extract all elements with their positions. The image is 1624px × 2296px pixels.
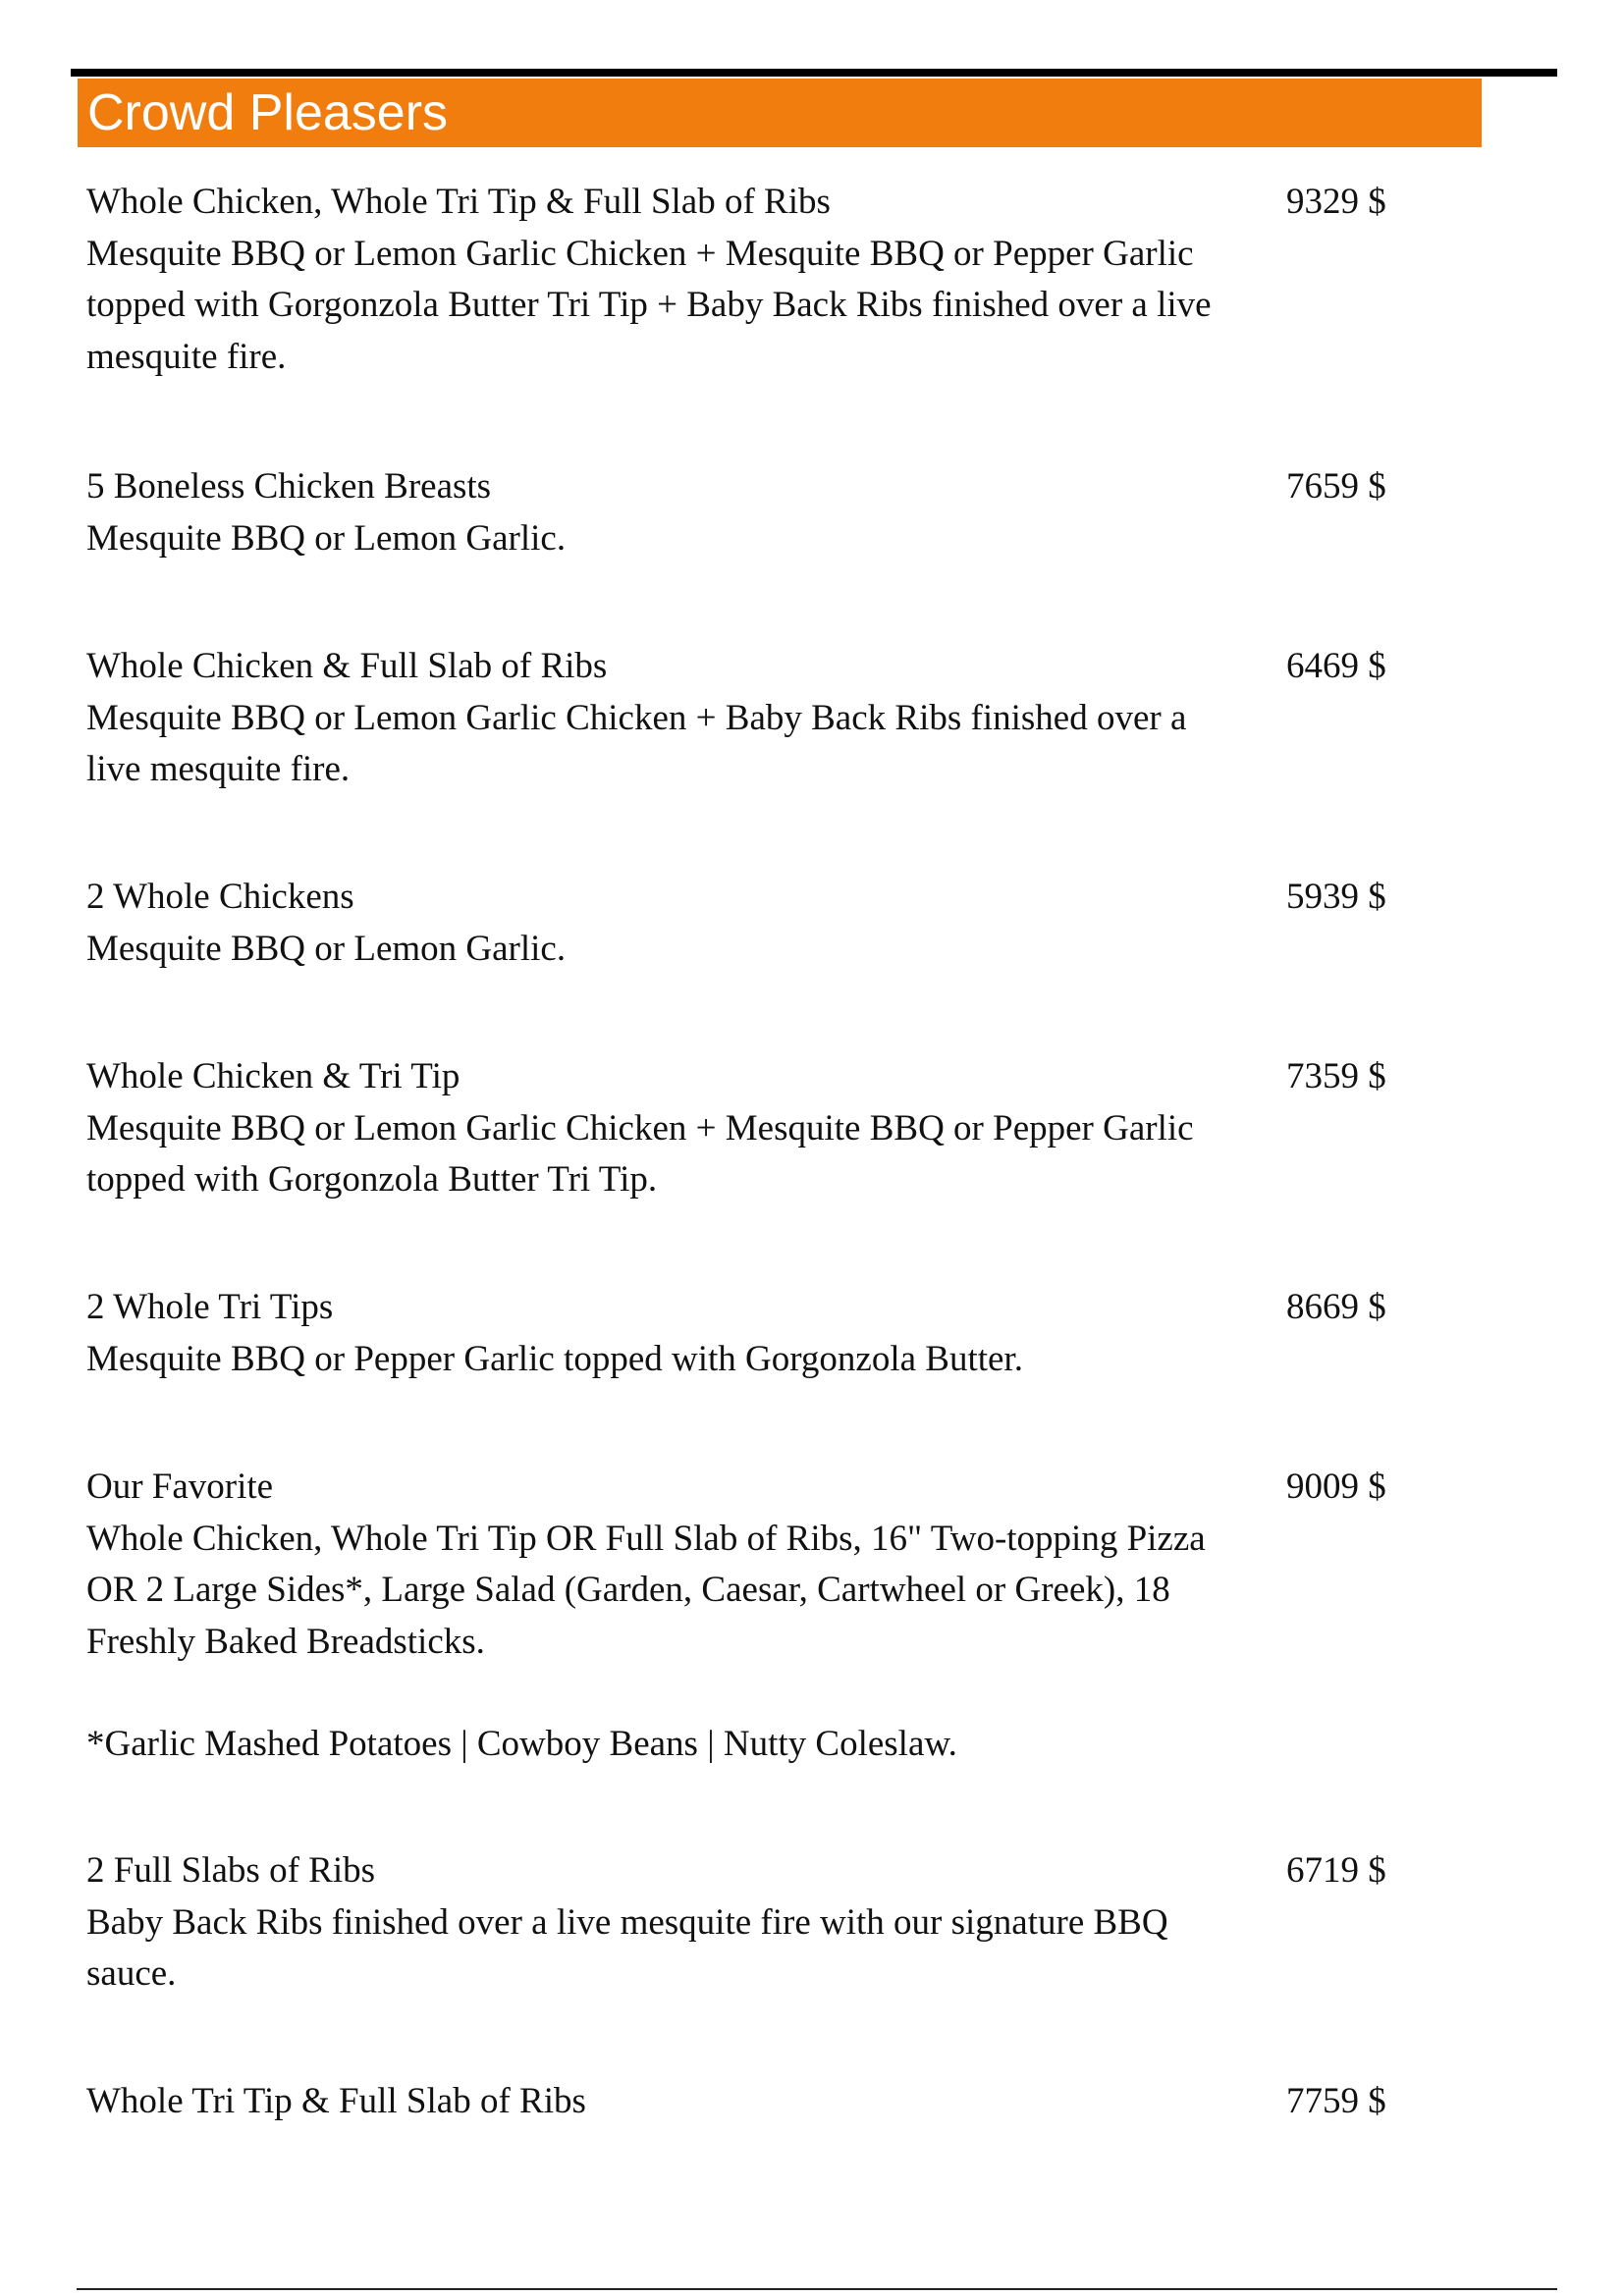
menu-item-price: 9009 $ bbox=[1286, 1467, 1386, 1507]
bottom-divider bbox=[77, 2288, 1557, 2290]
menu-item-name: 2 Whole Tri Tips bbox=[86, 1287, 334, 1327]
menu-item bbox=[86, 1845, 1412, 2001]
menu-item bbox=[86, 641, 1412, 796]
top-divider bbox=[71, 69, 1557, 77]
menu-item-price: 7759 $ bbox=[1286, 2081, 1386, 2121]
menu-item-name: 5 Boneless Chicken Breasts bbox=[86, 466, 492, 507]
menu-item-description: Mesquite BBQ or Lemon Garlic Chicken + Baby Back Ribs finished over a live mesquite fire. bbox=[86, 697, 1187, 789]
menu-item-sides-note: *Garlic Mashed Potatoes | Cowboy Beans | Nutty Coleslaw. bbox=[86, 1724, 957, 1764]
menu-item-description: Mesquite BBQ or Pepper Garlic topped with Gorgonzola Butter. bbox=[86, 1338, 1023, 1379]
menu-item-description: Mesquite BBQ or Lemon Garlic. bbox=[86, 928, 567, 969]
menu-item-name: Whole Tri Tip & Full Slab of Ribs bbox=[86, 2081, 586, 2121]
menu-item-price: 9329 $ bbox=[1286, 182, 1386, 222]
menu-item-price: 8669 $ bbox=[1286, 1287, 1386, 1327]
menu-item-price: 6469 $ bbox=[1286, 646, 1386, 686]
menu-item-name: 2 Full Slabs of Ribs bbox=[86, 1850, 375, 1891]
menu-item-description: Mesquite BBQ or Lemon Garlic Chicken + Mesquite BBQ or Pepper Garlic topped with Gorgonzola Butter Tri Tip + Baby Back Ribs finished over a live mesquite fire. bbox=[86, 233, 1212, 377]
section-title: Crowd Pleasers bbox=[87, 84, 449, 141]
menu-item bbox=[86, 1282, 1412, 1385]
menu-item bbox=[86, 2076, 1412, 2128]
menu-item bbox=[86, 177, 1412, 383]
menu-item-description: Baby Back Ribs finished over a live mesquite fire with our signature BBQ sauce. bbox=[86, 1901, 1168, 1994]
menu-item-name: Whole Chicken & Tri Tip bbox=[86, 1056, 460, 1096]
menu-item bbox=[86, 872, 1412, 975]
menu-item-price: 6719 $ bbox=[1286, 1850, 1386, 1891]
menu-item-name: Whole Chicken, Whole Tri Tip & Full Slab of Ribs bbox=[86, 182, 831, 222]
menu-item-price: 7659 $ bbox=[1286, 466, 1386, 507]
menu-item-description: Mesquite BBQ or Lemon Garlic Chicken + Mesquite BBQ or Pepper Garlic topped with Gorgonzola Butter Tri Tip. bbox=[86, 1107, 1194, 1200]
menu-item-price: 5939 $ bbox=[1286, 877, 1386, 917]
menu-item bbox=[86, 1462, 1412, 1771]
menu-item-description: Whole Chicken, Whole Tri Tip OR Full Slab of Ribs, 16" Two-topping Pizza OR 2 Large Sides*, Large Salad (Garden, Caesar, Cartwheel or Greek), 18 Freshly Baked Breadsticks. bbox=[86, 1518, 1206, 1662]
section-header-bar bbox=[78, 79, 1482, 147]
menu-item bbox=[86, 461, 1412, 564]
menu-item-name: Our Favorite bbox=[86, 1467, 274, 1507]
menu-item bbox=[86, 1051, 1412, 1206]
menu-item-name: 2 Whole Chickens bbox=[86, 877, 354, 917]
menu-item-name: Whole Chicken & Full Slab of Ribs bbox=[86, 646, 608, 686]
menu-item-price: 7359 $ bbox=[1286, 1056, 1386, 1096]
menu-item-description: Mesquite BBQ or Lemon Garlic. bbox=[86, 517, 567, 559]
